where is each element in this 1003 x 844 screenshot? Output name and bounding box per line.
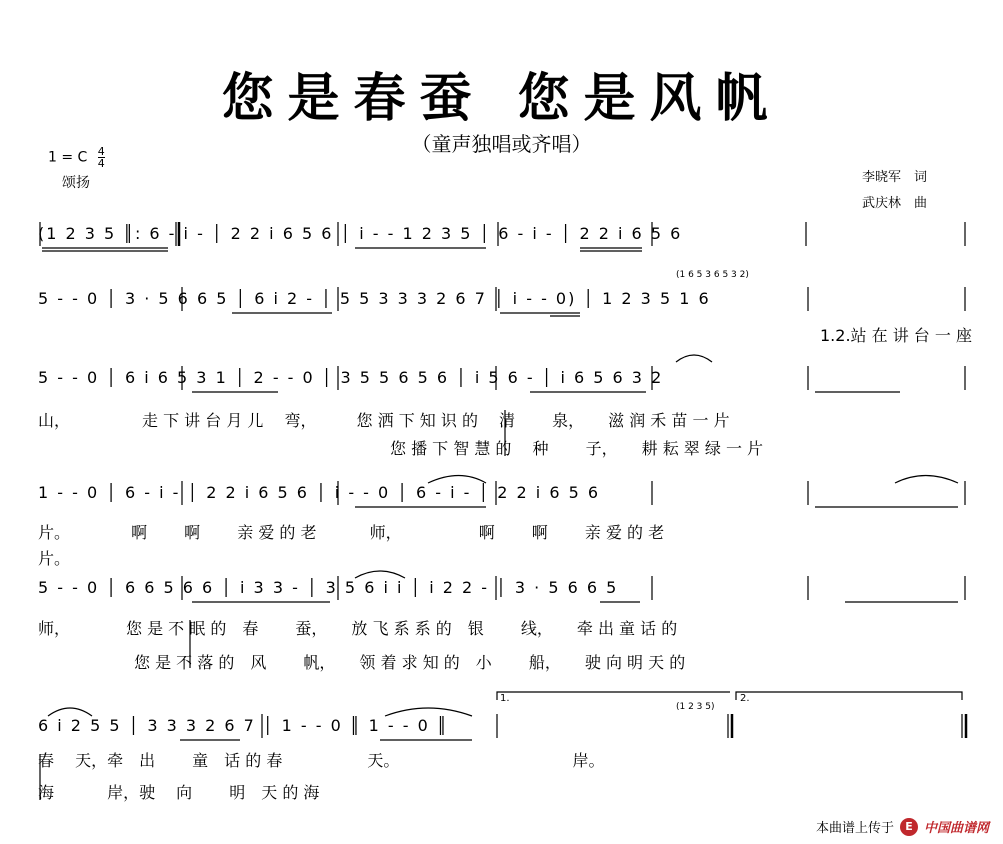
volta-1: 1. bbox=[500, 693, 510, 704]
song-title: 您是春蚕 您是风帆 bbox=[221, 68, 782, 129]
lyrics-2-1: 1.2.站 在 讲 台 一 座 bbox=[820, 326, 972, 345]
lyrics-5-2: 您 是 不 落 的 风 帆， 领 着 求 知 的 小 船， 驶 向 明 天 的 bbox=[38, 653, 686, 672]
lyrics-3-1: 山， 走 下 讲 台 月 儿 弯， 您 洒 下 知 识 的 清 泉， 滋 润 禾 苗 一 片 bbox=[38, 411, 730, 430]
lyrics-6-1: 春 天，牵 出 童 话 的 春 天。 岸。 bbox=[38, 751, 605, 770]
lyrics-6-2: 海 岸，驶 向 明 天 的 海 bbox=[38, 783, 320, 802]
score-system-5: 5 - - 0 │ 6 6 5 6 6 │ i 3 3 - │ 3 5 6 i i │ i 2 2 - │ 3 · 5 6 6 5 bbox=[38, 578, 619, 597]
lyrics-4-2: 片。 bbox=[38, 549, 71, 568]
score-small-notes-6: (1 2 3 5) bbox=[676, 702, 715, 712]
score-system-2: 5 - - 0 │ 3 · 5 6 6 5 │ 6 i 2 - │ 5 5 3 3 3 2 6 7 │ i - - 0) │ 1 2 3 5 1 6 bbox=[38, 289, 711, 308]
score-small-notes-2: (1 6 5 3 6 5 3 2) bbox=[676, 270, 749, 280]
time-top: 4 bbox=[97, 145, 105, 158]
lyrics-3-2: 您 播 下 智 慧 的 种 子， 耕 耘 翠 绿 一 片 bbox=[38, 439, 764, 458]
time-bottom: 4 bbox=[97, 157, 105, 170]
score-system-3: 5 - - 0 │ 6 i 6 5 3 1 │ 2 - - 0 │ 3 5 5 6 5 6 │ i 5 6 - │ i 6 5 6 3 2 bbox=[38, 368, 664, 387]
score-system-4: 1 - - 0 │ 6 - i - │ 2 2 i 6 5 6 │ i - - 0 │ 6 - i - │ 2 2 i 6 5 6 bbox=[38, 483, 601, 502]
score-system-1: (1 2 3 5 ║: 6 - i - │ 2 2 i 6 5 6 │ i - - 1 2 3 5 │ 6 - i - │ 2 2 i 6 5 6 bbox=[38, 224, 683, 243]
score-system-6: 6 i 2 5 5 │ 3 3 3 2 6 7 │ 1 - - 0 ║ 1 - - 0 ║ bbox=[38, 716, 449, 735]
lyricist-credit: 李晓军 词 bbox=[862, 170, 928, 185]
volta-2: 2. bbox=[740, 693, 750, 704]
song-subtitle: （童声独唱或齐唱） bbox=[411, 132, 592, 156]
lyrics-5-1: 师， 您 是 不 眠 的 春 蚕， 放 飞 系 系 的 银 线， 牵 出 童 话 的 bbox=[38, 619, 678, 638]
key-label: 1 = C bbox=[48, 149, 88, 166]
composer-credit: 武庆林 曲 bbox=[862, 196, 928, 211]
footer-watermark bbox=[816, 817, 989, 836]
site-logo-icon: E bbox=[900, 818, 918, 836]
tempo-marking: 颂扬 bbox=[62, 175, 90, 191]
site-name[interactable]: 中国曲谱网 bbox=[923, 821, 989, 836]
upload-text: 本曲谱上传于 bbox=[815, 821, 894, 836]
lyrics-4-1: 片。 啊 啊 亲 爱 的 老 师， 啊 啊 亲 爱 的 老 bbox=[38, 523, 665, 542]
